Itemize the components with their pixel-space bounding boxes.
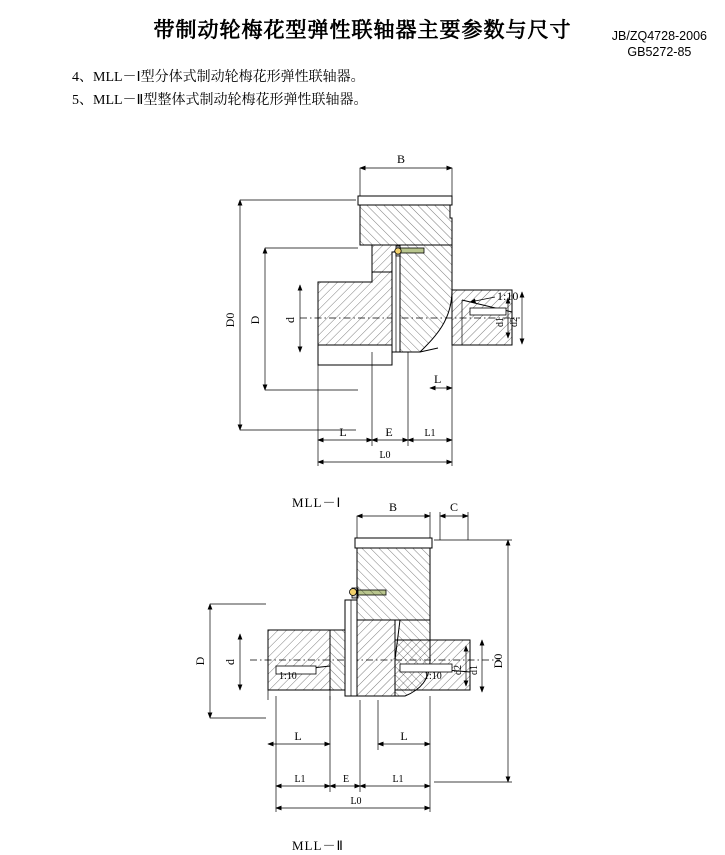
dim-L1-fig1: L1 — [424, 428, 436, 439]
dim-L-fig1: L — [339, 425, 347, 439]
dim-L1-right-fig2: L1 — [392, 774, 404, 785]
dim-D0-fig1: D0 — [223, 312, 237, 328]
dim-d2-fig1: d2 — [509, 317, 520, 327]
dim-L-right-fig2: L — [400, 729, 408, 743]
figure-2-caption: MLL－Ⅱ — [292, 838, 344, 853]
dim-d-fig2: d — [223, 659, 237, 665]
dim-d2-fig2: d2 — [453, 665, 464, 675]
note-item-2: 5、MLL－Ⅱ型整体式制动轮梅花形弹性联轴器。 — [72, 93, 368, 108]
taper-label-fig1: 1:10 — [497, 289, 519, 303]
dim-L1-left-fig2: L1 — [294, 774, 306, 785]
standard-line-2: GB5272-85 — [627, 45, 692, 59]
figure-1-geometry — [300, 196, 520, 365]
note-item-1: 4、MLL－Ⅰ型分体式制动轮梅花形弹性联轴器。 — [72, 70, 365, 85]
dim-B-fig2: B — [388, 500, 398, 514]
dim-L-right-fig1: L — [434, 372, 442, 386]
dim-D-fig2: D — [193, 656, 207, 666]
dim-D0-fig2: D0 — [491, 653, 505, 669]
taper-label-right-fig2: 1:10 — [424, 671, 442, 682]
dim-L-left-fig2: L — [294, 729, 302, 743]
standard-line-1: JB/ZQ4728-2006 — [611, 29, 707, 43]
dim-L0-fig1: L0 — [379, 450, 391, 461]
page-title: 带制动轮梅花型弹性联轴器主要参数与尺寸 — [153, 19, 572, 42]
dim-L0-fig2: L0 — [350, 796, 362, 807]
dim-B-fig1: B — [396, 152, 406, 166]
dim-E-fig1: E — [385, 425, 393, 439]
dim-C-fig2: C — [449, 500, 459, 514]
figure-1-caption: MLL－Ⅰ — [292, 495, 342, 510]
dim-d1-fig1: d1 — [495, 317, 506, 327]
dim-D-fig1: D — [248, 315, 262, 325]
dim-d-fig1: d — [283, 317, 297, 323]
dim-d1-fig2: d1 — [469, 665, 480, 675]
dim-E-fig2: E — [342, 774, 350, 785]
taper-label-left-fig2: 1:10 — [279, 671, 297, 682]
